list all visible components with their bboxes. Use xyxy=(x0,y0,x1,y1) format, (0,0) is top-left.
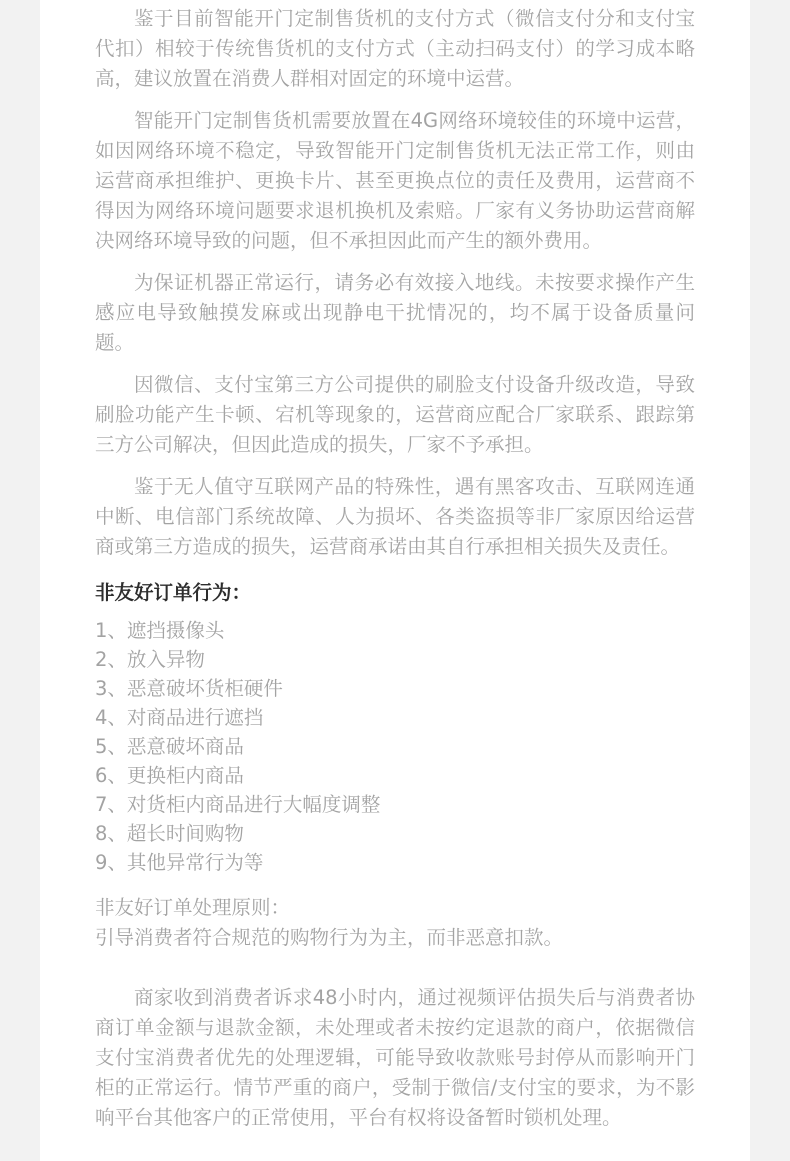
paragraph-network-environment: 智能开门定制售货机需要放置在4G网络环境较佳的环境中运营，如因网络环境不稳定，导致智能开门定制售货机无法正常工作，则由运营商承担维护、更换卡片、甚至更换点位的责任及费用，运营商不得因为网络环境问题要求退机换机及索赔。厂家有义务协助运营商解决网络环境导致的问题，但不承担因此而产生的额外费用。 xyxy=(95,109,695,252)
paragraph-merchant-handling: 商家收到消费者诉求48小时内，通过视频评估损失后与消费者协商订单金额与退款金额，未处理或者未按约定退款的商户，依据微信支付宝消费者优先的处理逻辑，可能导致收款账号封停从而影响开门柜的正常运行。情节严重的商户，受制于微信/支付宝的要求，为不影响平台其他客户的正常使用，平台有权将设备暂时锁机处理。 xyxy=(95,986,695,1129)
list-item: 4、对商品进行遮挡 xyxy=(95,706,264,729)
document-content xyxy=(95,4,695,1133)
paragraph-unattended-risks: 鉴于无人值守互联网产品的特殊性，遇有黑客攻击、互联网连通中断、电信部门系统故障、人为损坏、各类盗损等非厂家原因给运营商或第三方造成的损失，运营商承诺由其自行承担相关损失及责任。 xyxy=(95,475,695,558)
list-item: 9、其他异常行为等 xyxy=(95,851,264,874)
list-item: 8、超长时间购物 xyxy=(95,822,244,845)
paragraph-grounding: 为保证机器正常运行，请务必有效接入地线。未按要求操作产生感应电导致触摸发麻或出现静电干扰情况的，均不属于设备质量问题。 xyxy=(95,271,695,354)
unfriendly-order-list xyxy=(95,616,695,877)
list-item: 7、对货柜内商品进行大幅度调整 xyxy=(95,793,381,816)
principle-text: 引导消费者符合规范的购物行为为主，而非恶意扣款。 xyxy=(95,926,564,949)
list-item: 5、恶意破坏商品 xyxy=(95,735,244,758)
section-spacer xyxy=(95,953,695,983)
list-item: 3、恶意破坏货柜硬件 xyxy=(95,677,283,700)
paragraph-face-payment: 因微信、支付宝第三方公司提供的刷脸支付设备升级改造，导致刷脸功能产生卡顿、宕机等现象的，运营商应配合厂家联系、跟踪第三方公司解决，但因此造成的损失，厂家不予承担。 xyxy=(95,373,695,456)
document-page xyxy=(40,0,750,1161)
principle-title: 非友好订单处理原则： xyxy=(95,896,291,919)
paragraph-payment-method: 鉴于目前智能开门定制售货机的支付方式（微信支付分和支付宝代扣）相较于传统售货机的支付方式（主动扫码支付）的学习成本略高，建议放置在消费人群相对固定的环境中运营。 xyxy=(95,7,695,90)
unfriendly-order-heading: 非友好订单行为： xyxy=(95,581,252,604)
list-item: 1、遮挡摄像头 xyxy=(95,619,225,642)
list-item: 2、放入异物 xyxy=(95,648,205,671)
list-item: 6、更换柜内商品 xyxy=(95,764,244,787)
